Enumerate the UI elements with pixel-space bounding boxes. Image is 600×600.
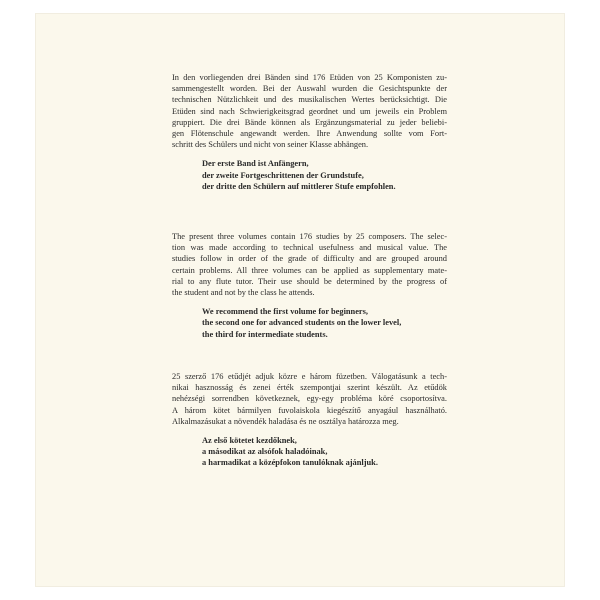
paragraph-line: rial to any flute tutor. Their use should be determined by the progress of (172, 276, 447, 286)
recommendation-line: Der erste Band ist Anfängern, (202, 159, 309, 169)
paragraph-line: schritt des Schülers und nicht von seiner Klasse abhängen. (172, 140, 369, 150)
paragraph-line: In den vorliegenden drei Bänden sind 176 Etüden von 25 Komponisten zu- (172, 73, 447, 82)
paragraph-line: the student and not by the class he attends. (172, 288, 315, 298)
paragraph-line: The present three volumes contain 176 studies by 25 composers. The selec- (172, 232, 447, 241)
paragraph-line: 25 szerző 176 etűdjét adjuk közre e három füzetben. Válogatásunk a tech- (172, 372, 447, 381)
paragraph-line: tion was made according to technical usefulness and musical value. The (172, 243, 447, 253)
paragraph-line: Alkalmazásukat a növendék haladása és ne osztálya határozza meg. (172, 416, 399, 426)
hungarian-recommendation (172, 435, 447, 469)
paragraph-line: technischen Nützlichkeit und des musikalischen Wertes berücksichtigt. Die (172, 95, 447, 105)
recommendation-line: der dritte den Schülern auf mittlerer Stufe empfohlen. (202, 181, 396, 191)
document-page (36, 14, 564, 586)
paragraph-line: nehézségi sorrendben következnek, egy-egy probléma köré csoportosítva. (172, 394, 447, 404)
german-section (172, 72, 447, 192)
paragraph-line: sammengestellt worden. Bei der Auswahl wurden die Gesichtspunkte der (172, 84, 447, 94)
english-recommendation (172, 306, 447, 340)
paragraph-line: A három kötet bármilyen fuvolaiskola kiegészítő anyagául használható. (172, 405, 447, 415)
paragraph-line: Etüden sind nach Schwierigkeitsgrad geordnet und um jeweils ein Problem (172, 106, 447, 116)
recommendation-line: the second one for advanced students on the lower level, (202, 318, 402, 328)
english-section (172, 231, 447, 340)
recommendation-line: We recommend the first volume for beginners, (202, 307, 368, 317)
paragraph-line: gruppiert. Die drei Bände können als Ergänzungsmaterial zu jeder beliebi- (172, 117, 447, 127)
recommendation-line: a másodikat az alsófok haladóinak, (202, 447, 328, 457)
german-paragraph (172, 72, 447, 150)
english-paragraph (172, 231, 447, 298)
paragraph-line: certain problems. All three volumes can be applied as supplementary mate- (172, 265, 447, 275)
german-recommendation (172, 158, 447, 192)
recommendation-line: the third for intermediate students. (202, 329, 328, 339)
paragraph-line: gen Flötenschule angewandt werden. Ihre Anwendung sollte vom Fort- (172, 129, 447, 139)
hungarian-paragraph (172, 371, 447, 427)
hungarian-section (172, 371, 447, 469)
paragraph-line: studies follow in order of the grade of difficulty and are grouped around (172, 254, 447, 264)
recommendation-line: Az első kötetet kezdőknek, (202, 436, 297, 446)
recommendation-line: der zweite Fortgeschrittenen der Grundstufe, (202, 170, 364, 180)
recommendation-line: a harmadikat a középfokon tanulóknak ajánljuk. (202, 458, 378, 468)
paragraph-line: nikai hasznosság és zenei érték szempontjai szerint készült. Az etűdök (172, 383, 447, 393)
